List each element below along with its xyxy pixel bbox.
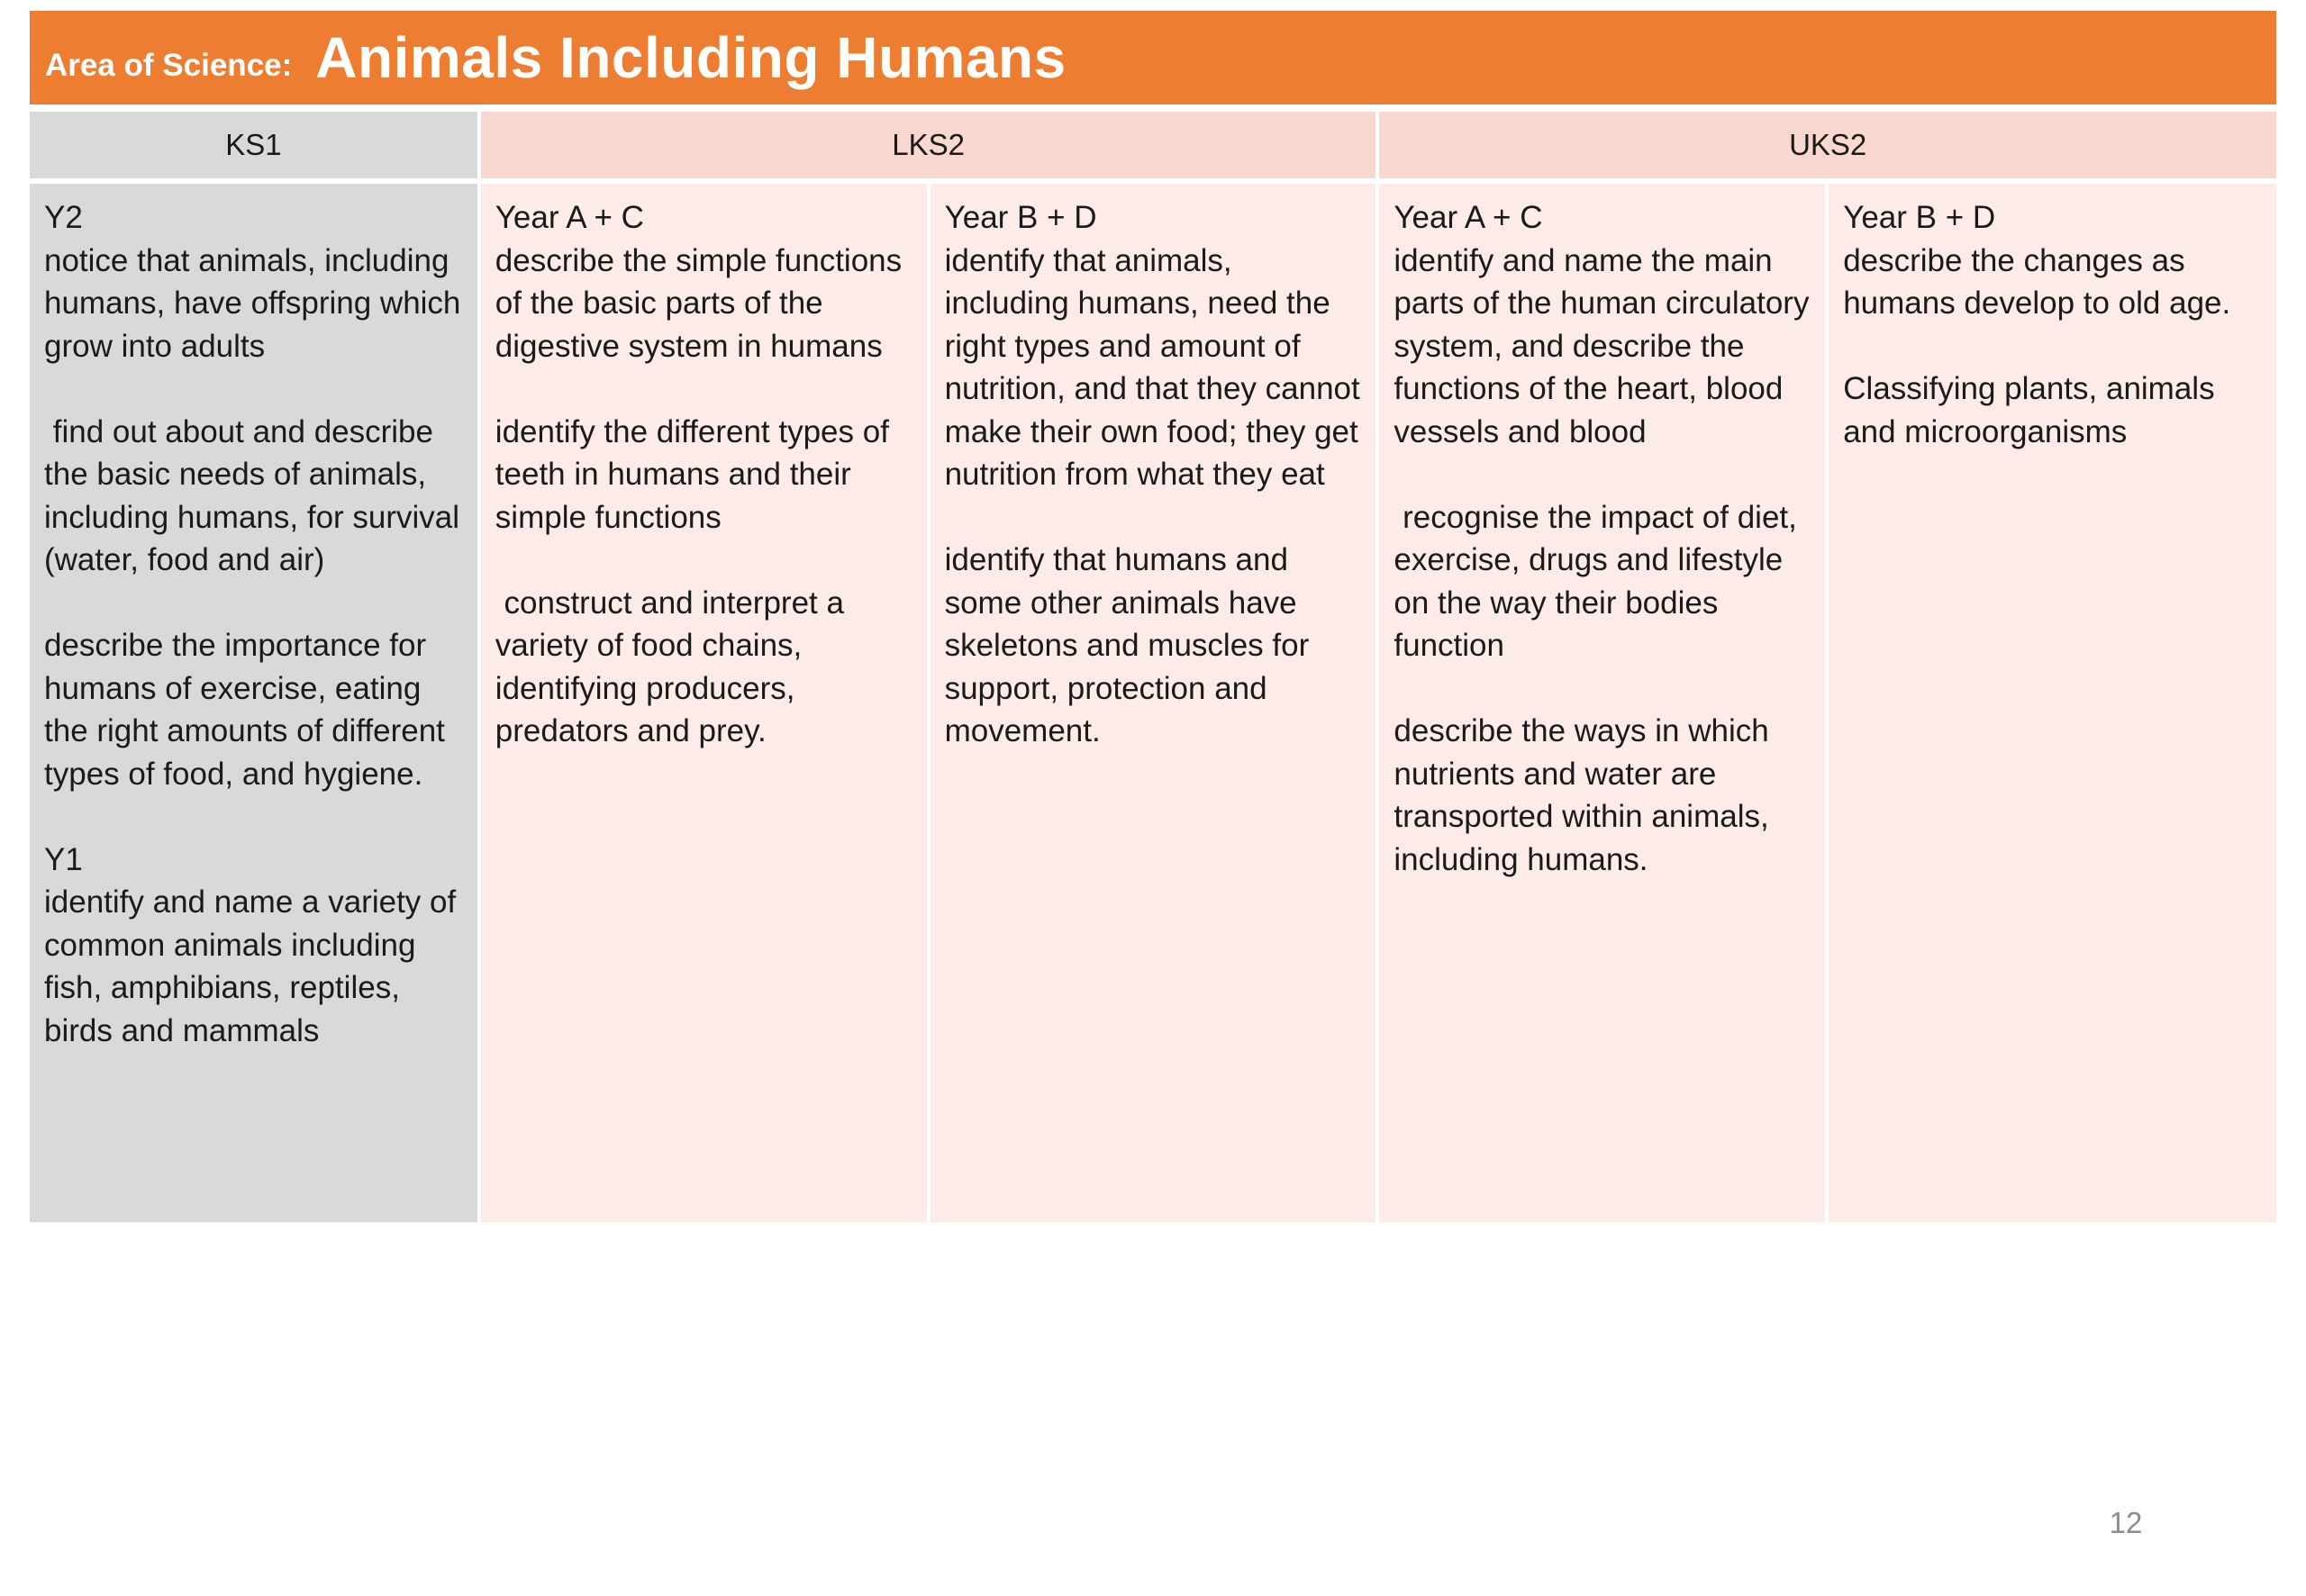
cell-paragraph: identify that humans and some other animals have skeletons and muscles for support, protection and movement. xyxy=(944,542,1318,748)
cell-paragraph: find out about and describe the basic needs of animals, including humans, for survival (water, food and air) xyxy=(44,413,468,577)
page-title: Animals Including Humans xyxy=(315,25,1067,90)
title-banner xyxy=(30,11,2276,104)
header-uks2: UKS2 xyxy=(1377,112,2276,181)
cell-paragraph: describe the changes as humans develop to old age. xyxy=(1843,242,2231,321)
cell-paragraph: identify that animals, including humans, need the right types and amount of nutrition, and that they cannot make their own food; they get nutrition from what they eat xyxy=(944,242,1369,492)
curriculum-table xyxy=(30,112,2276,1222)
cell-heading: Year A + C xyxy=(495,200,644,235)
cell-paragraph: Y1 identify and name a variety of common animals including fish, amphibians, reptiles, birds and mammals xyxy=(44,841,457,1048)
cell-paragraph: notice that animals, including humans, have offspring which grow into adults xyxy=(44,242,470,364)
cell-heading: Year A + C xyxy=(1394,200,1543,235)
cell-paragraph: identify the different types of teeth in humans and their simple functions xyxy=(495,413,898,535)
cell-heading: Year B + D xyxy=(944,200,1097,235)
area-of-science-label: Area of Science: xyxy=(45,48,293,83)
cell-paragraph: Classifying plants, animals and microorganisms xyxy=(1843,371,2224,449)
cell-paragraph: recognise the impact of diet, exercise, drugs and lifestyle on the way their bodies function xyxy=(1394,499,1806,663)
page-number: 12 xyxy=(2109,1506,2143,1539)
cell-paragraph: describe the ways in which nutrients and water are transported within animals, including humans. xyxy=(1394,713,1778,877)
header-row xyxy=(30,112,2276,181)
cell-uks2-year-b-d xyxy=(1827,181,2276,1222)
cell-heading: Year B + D xyxy=(1843,200,1996,235)
cell-ks1 xyxy=(30,181,479,1222)
cell-paragraph: describe the simple functions of the basic parts of the digestive system in humans xyxy=(495,242,911,364)
header-ks1: KS1 xyxy=(30,112,479,181)
cell-heading: Y2 xyxy=(44,200,83,235)
content-row xyxy=(30,181,2276,1222)
cell-paragraph: identify and name the main parts of the human circulatory system, and describe the functions of the heart, blood vessels and blood xyxy=(1394,242,1819,449)
cell-paragraph: describe the importance for humans of exercise, eating the right amounts of different types of food, and hygiene. xyxy=(44,628,454,792)
header-lks2: LKS2 xyxy=(479,112,1378,181)
cell-lks2-year-a-c xyxy=(479,181,929,1222)
cell-uks2-year-a-c xyxy=(1377,181,1827,1222)
cell-lks2-year-b-d xyxy=(929,181,1378,1222)
cell-paragraph: construct and interpret a variety of food chains, identifying producers, predators and prey. xyxy=(495,585,853,748)
